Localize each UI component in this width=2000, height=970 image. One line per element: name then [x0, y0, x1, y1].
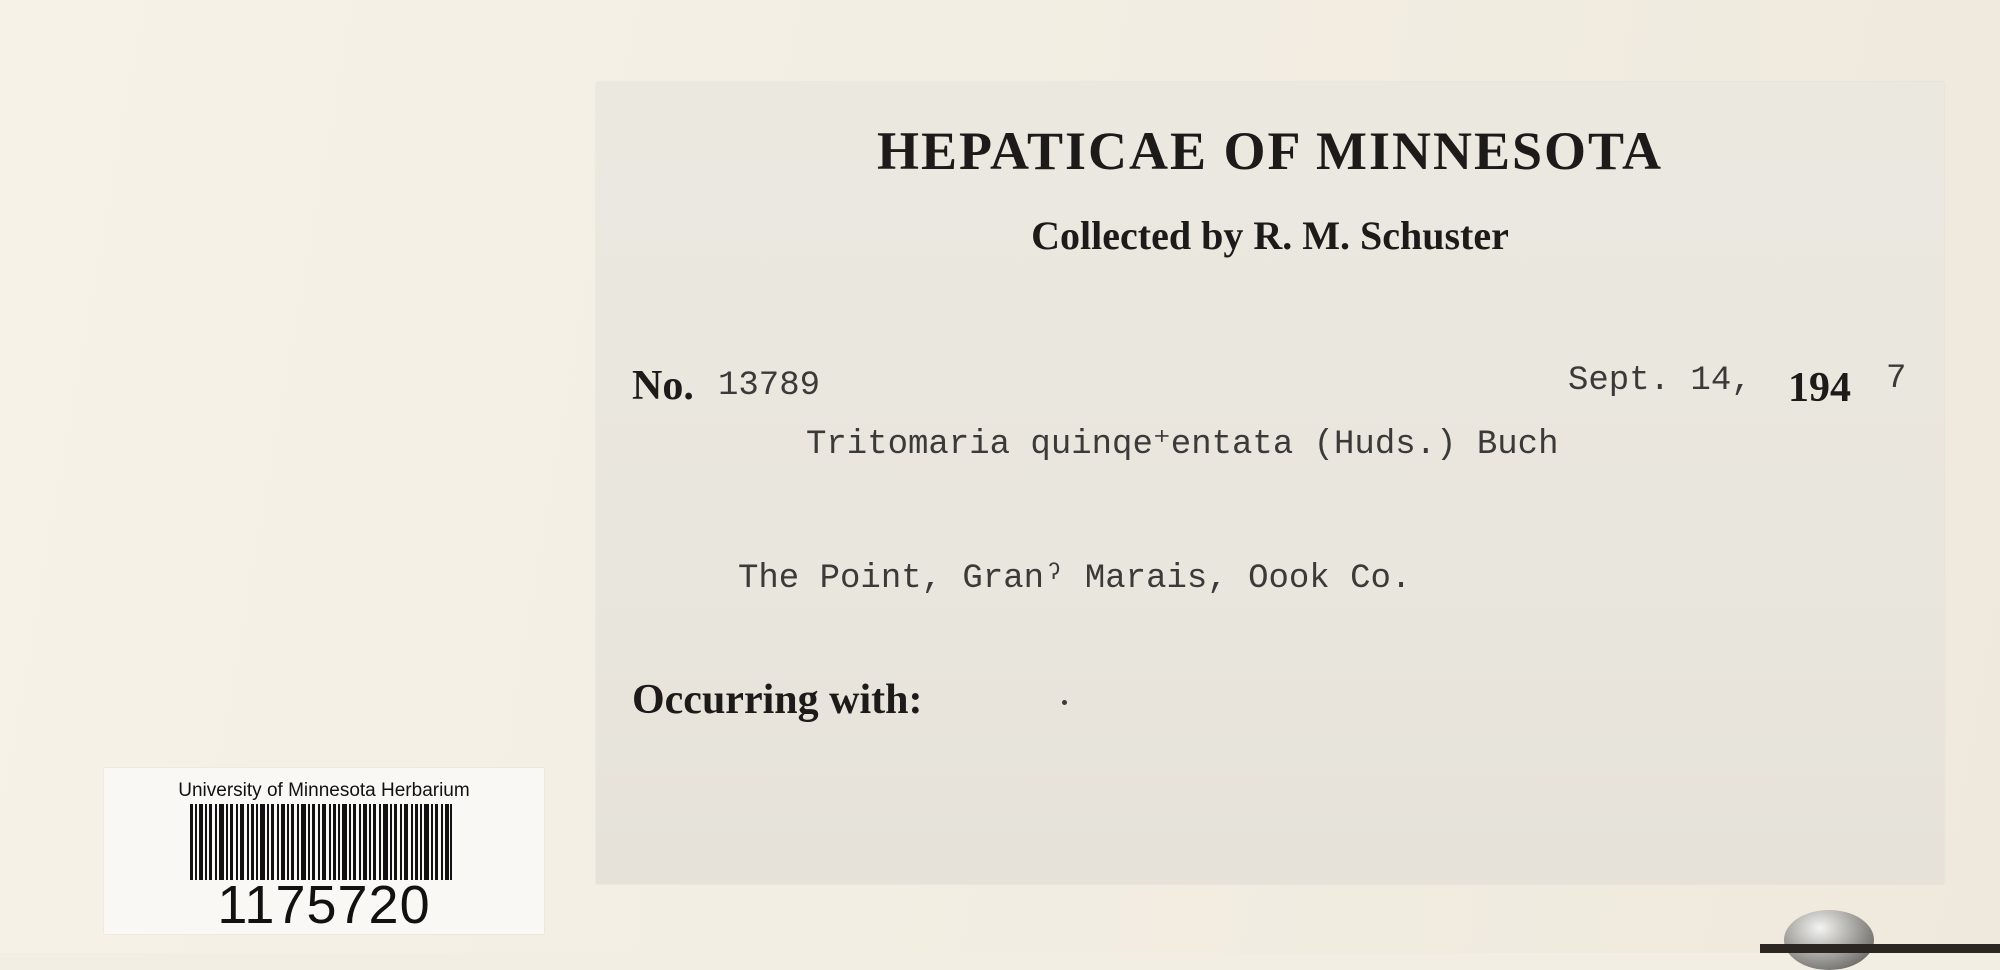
collection-date: Sept. 14,: [1568, 362, 1752, 400]
year-printed: 194: [1788, 365, 1851, 411]
occurring-with-label: Occurring with:: [632, 677, 923, 723]
specimen-label: [596, 82, 1944, 884]
label-title: HEPATICAE OF MINNESOTA: [876, 121, 1664, 181]
ink-dot: [1062, 700, 1067, 705]
magnet-weight: [1784, 910, 1874, 970]
barcode-icon: [190, 804, 452, 880]
sheet-edge: [1760, 944, 2000, 953]
year-typed: 7: [1886, 360, 1907, 398]
collection-number: 13789: [718, 367, 821, 405]
collector-line: Collected by R. M. Schuster: [1031, 213, 1509, 258]
catalog-number: 1175720: [217, 875, 431, 935]
locality: The Point, Granˀ Marais, Oook Co.: [738, 560, 1412, 598]
number-label: No.: [632, 363, 694, 409]
barcode-label: [104, 768, 544, 934]
species-name: Tritomaria quinqe⁺entata (Huds.) Buch: [806, 426, 1559, 464]
herbarium-name: University of Minnesota Herbarium: [178, 780, 470, 801]
